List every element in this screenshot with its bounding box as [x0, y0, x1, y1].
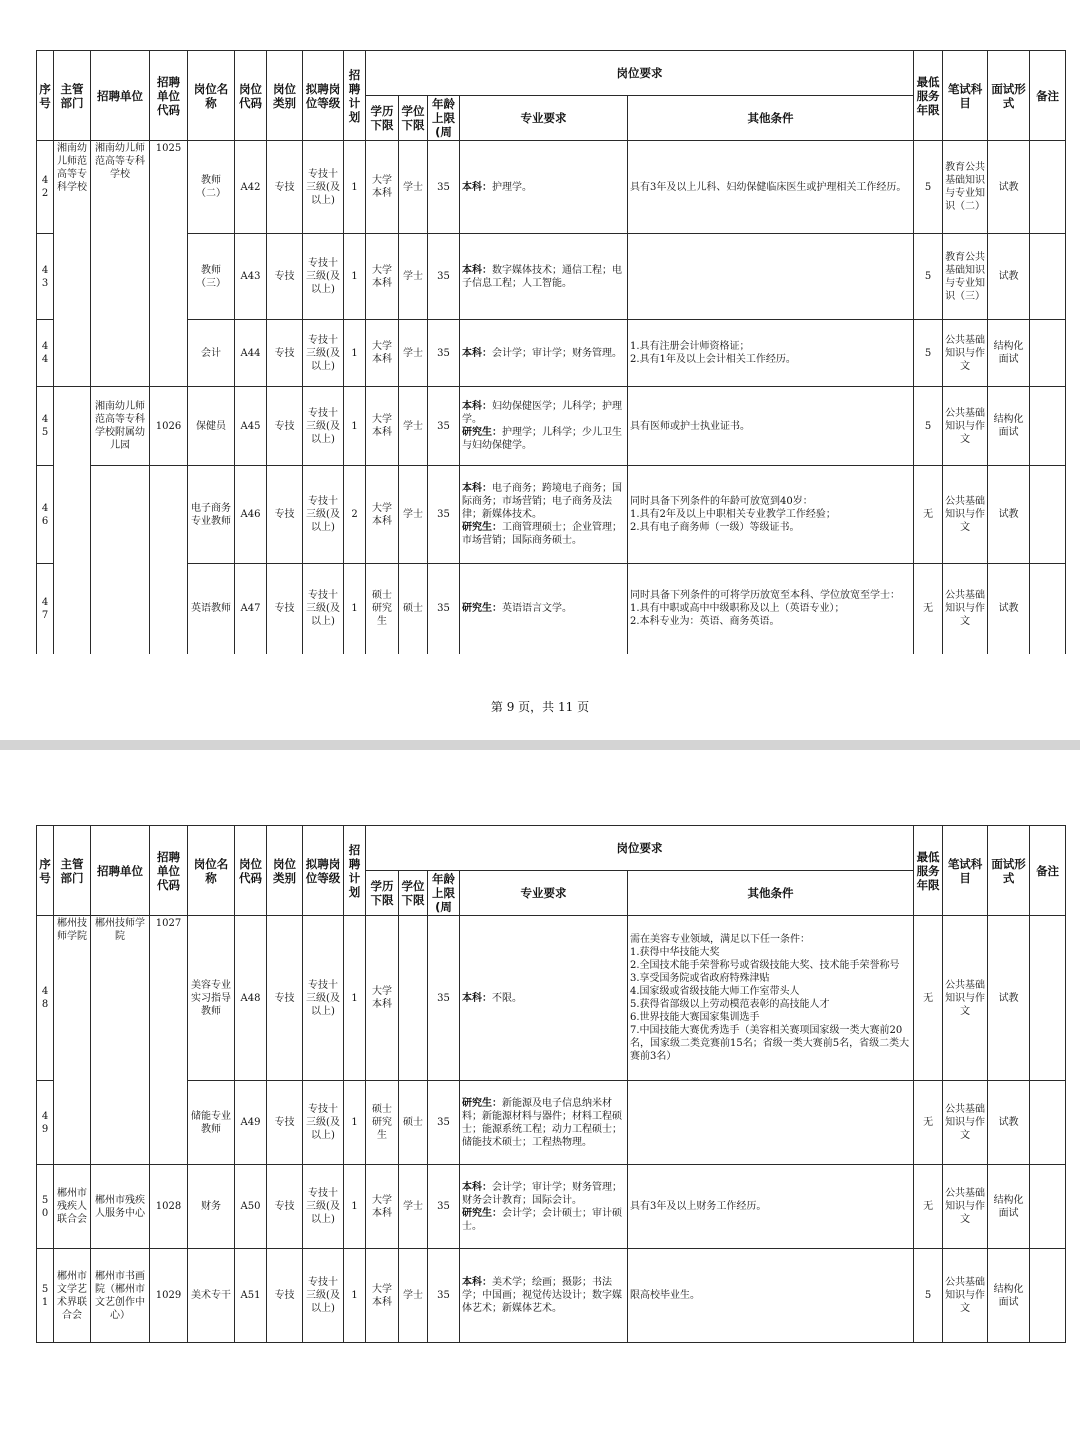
condition-line: 具有3年及以上财务工作经历。 — [630, 1201, 767, 1212]
cell-interview: 结构化面试 — [988, 1165, 1030, 1249]
cell-other — [628, 1249, 914, 1343]
cell-other — [628, 320, 914, 387]
cell-service: 5 — [914, 387, 943, 466]
cell-remark — [1030, 916, 1066, 1081]
cell-degree: 学士 — [399, 234, 428, 320]
cell-degree: 学士 — [399, 320, 428, 387]
condition-line: 具有3年及以上儿科、妇幼保健临床医生或护理相关工作经历。 — [630, 181, 907, 193]
cell-degree: 硕士 — [399, 1081, 428, 1165]
header-major: 专业要求 — [460, 871, 628, 916]
cell-dept: 郴州市残疾人联合会 — [54, 1165, 91, 1249]
cell-major — [460, 320, 628, 387]
major-level-label: 研究生： — [462, 1097, 502, 1109]
header-unit-code: 招聘单位代码 — [150, 826, 188, 916]
header-other: 其他条件 — [628, 871, 914, 916]
cell-written: 公共基础知识与作文 — [943, 1081, 988, 1165]
cell-degree: 学士 — [399, 387, 428, 466]
cell-interview: 结构化面试 — [988, 320, 1030, 387]
header-plan: 招聘计划 — [344, 51, 366, 141]
cell-remark — [1030, 1249, 1066, 1343]
major-list: 数字媒体技术；通信工程；电子信息工程；人工智能。 — [462, 264, 622, 289]
cell-grade: 专技十三级(及以上) — [303, 564, 344, 654]
cell-post: 会计 — [188, 320, 235, 387]
major-line — [462, 1207, 625, 1233]
major-list: 英语语言文学。 — [502, 603, 572, 615]
cell-edu: 大学本科 — [366, 1165, 399, 1249]
major-level-label: 本科： — [462, 483, 492, 494]
cell-type: 专技 — [267, 1165, 303, 1249]
cell-type: 专技 — [267, 564, 303, 654]
cell-remark — [1030, 320, 1066, 387]
condition-line: 2.全国技术能手荣誉称号或省级技能大奖、技术能手荣誉称号 — [630, 960, 900, 971]
header-degree: 学位下限 — [399, 96, 428, 141]
major-list: 新能源及电子信息纳米材料；新能源材料与器件；材料工程硕士；能源系统工程；动力工程硕士；储能技术硕士；工程热物理。 — [462, 1097, 622, 1148]
cell-other — [628, 1165, 914, 1249]
header-unit: 招聘单位 — [91, 826, 150, 916]
page-footer: 第 9 页，共 11 页 — [490, 700, 590, 714]
condition-line: 2.本科专业为：英语、商务英语。 — [630, 616, 780, 628]
cell-unit: 郴州技师学院 — [91, 916, 150, 1165]
cell-age: 35 — [428, 466, 460, 564]
cell-unit-code: 1025 — [150, 141, 188, 387]
cell-written: 公共基础知识与作文 — [943, 916, 988, 1081]
cell-dept — [54, 387, 91, 654]
cell-service: 5 — [914, 320, 943, 387]
major-level-label: 研究生： — [462, 603, 502, 615]
major-line — [462, 1276, 625, 1315]
header-post-name: 岗位名称 — [188, 826, 235, 916]
cell-grade: 专技十三级(及以上) — [303, 1165, 344, 1249]
cell-post: 电子商务专业教师 — [188, 466, 235, 564]
cell-code: A43 — [235, 234, 267, 320]
cell-remark — [1030, 387, 1066, 466]
cell-unit: 湘南幼儿师范高等专科学校附属幼儿园 — [91, 387, 150, 466]
cell-other — [628, 1081, 914, 1165]
cell-post: 美术专干 — [188, 1249, 235, 1343]
cell-written: 公共基础知识与作文 — [943, 320, 988, 387]
condition-line: 5.获得省部级以上劳动模范表彰的高技能人才 — [630, 999, 830, 1010]
header-major: 专业要求 — [460, 96, 628, 141]
cell-age: 35 — [428, 141, 460, 234]
header-service: 最低服务年限 — [914, 51, 943, 141]
cell-age: 35 — [428, 1081, 460, 1165]
table-row — [37, 466, 1066, 564]
cell-service: 无 — [914, 1165, 943, 1249]
header-age: 年龄上限(周 — [428, 871, 460, 916]
recruitment-table-page-9 — [36, 50, 1066, 654]
table-row — [37, 916, 1066, 1081]
cell-age: 35 — [428, 320, 460, 387]
header-post-code: 岗位代码 — [235, 826, 267, 916]
cell-other — [628, 564, 914, 654]
cell-post: 保健员 — [188, 387, 235, 466]
cell-edu: 大学本科 — [366, 234, 399, 320]
cell-service: 无 — [914, 564, 943, 654]
cell-unit-code — [150, 466, 188, 654]
header-interview: 面试形式 — [988, 51, 1030, 141]
condition-line: 2.具有1年及以上会计相关工作经历。 — [630, 354, 796, 365]
cell-seq: 43 — [37, 234, 54, 320]
cell-plan: 1 — [344, 1249, 366, 1343]
major-list: 工商管理硕士；企业管理；市场营销；国际商务硕士。 — [462, 522, 622, 546]
page-10 — [0, 750, 1080, 1435]
major-level-label: 研究生： — [462, 427, 502, 438]
cell-interview: 试教 — [988, 916, 1030, 1081]
cell-major — [460, 1165, 628, 1249]
cell-other — [628, 141, 914, 234]
header-seq: 序号 — [37, 51, 54, 141]
recruitment-table-page-10 — [36, 825, 1066, 1343]
header-post-name: 岗位名称 — [188, 51, 235, 141]
cell-edu: 硕士研究生 — [366, 1081, 399, 1165]
cell-other — [628, 234, 914, 320]
cell-unit: 郴州市残疾人服务中心 — [91, 1165, 150, 1249]
major-level-label: 研究生： — [462, 522, 502, 533]
major-list: 会计学；审计学；财务管理。 — [492, 347, 622, 359]
cell-major — [460, 564, 628, 654]
major-level-label: 研究生： — [462, 1207, 502, 1219]
cell-degree: 学士 — [399, 466, 428, 564]
cell-age: 35 — [428, 564, 460, 654]
cell-post: 教师（三） — [188, 234, 235, 320]
cell-service: 5 — [914, 141, 943, 234]
major-level-label: 本科： — [462, 181, 492, 193]
cell-grade: 专技十三级(及以上) — [303, 1081, 344, 1165]
major-line — [462, 482, 625, 521]
cell-written: 公共基础知识与作文 — [943, 564, 988, 654]
table-row — [37, 141, 1066, 234]
header-unit: 招聘单位 — [91, 51, 150, 141]
table-row — [37, 564, 1066, 654]
cell-seq: 51 — [37, 1249, 54, 1343]
cell-interview: 试教 — [988, 564, 1030, 654]
cell-grade: 专技十三级(及以上) — [303, 466, 344, 564]
table-row — [37, 1165, 1066, 1249]
header-plan: 招聘计划 — [344, 826, 366, 916]
header-other: 其他条件 — [628, 96, 914, 141]
cell-post: 教师（二） — [188, 141, 235, 234]
condition-line: 3.享受国务院或省政府特殊津贴 — [630, 973, 770, 984]
cell-type: 专技 — [267, 387, 303, 466]
header-post-type: 岗位类别 — [267, 51, 303, 141]
header-post-code: 岗位代码 — [235, 51, 267, 141]
major-list: 护理学。 — [492, 181, 532, 193]
header-post-type: 岗位类别 — [267, 826, 303, 916]
condition-line: 2.具有电子商务师（一级）等级证书。 — [630, 522, 800, 533]
cell-code: A49 — [235, 1081, 267, 1165]
cell-degree: 硕士 — [399, 564, 428, 654]
major-line — [462, 347, 625, 360]
cell-dept: 郴州市文学艺术界联合会 — [54, 1249, 91, 1343]
cell-interview: 试教 — [988, 1081, 1030, 1165]
cell-edu: 大学本科 — [366, 320, 399, 387]
cell-plan: 1 — [344, 234, 366, 320]
cell-type: 专技 — [267, 320, 303, 387]
cell-major — [460, 387, 628, 466]
header-service: 最低服务年限 — [914, 826, 943, 916]
cell-written: 教育公共基础知识与专业知识（二） — [943, 141, 988, 234]
cell-interview: 结构化面试 — [988, 1249, 1030, 1343]
cell-remark — [1030, 564, 1066, 654]
cell-code: A45 — [235, 387, 267, 466]
cell-service: 无 — [914, 1081, 943, 1165]
cell-edu: 大学本科 — [366, 1249, 399, 1343]
cell-major — [460, 1081, 628, 1165]
major-list: 会计学；会计硕士；审计硕士。 — [462, 1207, 622, 1232]
cell-dept: 湘南幼儿师范高等专科学校 — [54, 141, 91, 387]
page-separator — [0, 740, 1080, 750]
cell-plan: 1 — [344, 564, 366, 654]
cell-other — [628, 387, 914, 466]
condition-line: 1.具有注册会计师资格证； — [630, 341, 750, 352]
cell-type: 专技 — [267, 1249, 303, 1343]
cell-code: A47 — [235, 564, 267, 654]
major-list: 美术学；绘画；摄影；书法学；中国画；视觉传达设计；数字媒体艺术；新媒体艺术。 — [462, 1277, 622, 1314]
cell-age: 35 — [428, 1165, 460, 1249]
header-age: 年龄上限(周 — [428, 96, 460, 141]
cell-plan: 2 — [344, 466, 366, 564]
major-line — [462, 400, 625, 426]
cell-degree — [399, 916, 428, 1081]
major-level-label: 本科： — [462, 992, 492, 1004]
cell-grade: 专技十三级(及以上) — [303, 387, 344, 466]
cell-seq: 47 — [37, 564, 54, 654]
header-requirements: 岗位要求 — [366, 826, 914, 871]
cell-remark — [1030, 234, 1066, 320]
header-seq: 序号 — [37, 826, 54, 916]
cell-seq: 50 — [37, 1165, 54, 1249]
cell-unit-code: 1029 — [150, 1249, 188, 1343]
cell-degree: 学士 — [399, 1249, 428, 1343]
header-dept: 主管部门 — [54, 826, 91, 916]
cell-service: 无 — [914, 916, 943, 1081]
cell-edu: 大学本科 — [366, 916, 399, 1081]
cell-plan: 1 — [344, 1081, 366, 1165]
cell-dept: 郴州技师学院 — [54, 916, 91, 1165]
cell-remark — [1030, 1081, 1066, 1165]
major-list: 护理学；儿科学；少儿卫生与妇幼保健学。 — [462, 427, 622, 451]
cell-type: 专技 — [267, 141, 303, 234]
cell-type: 专技 — [267, 234, 303, 320]
cell-unit: 湘南幼儿师范高等专科学校 — [91, 141, 150, 387]
condition-line: 4.国家级或省级技能大师工作室带头人 — [630, 986, 800, 997]
condition-line: 同时具备下列条件的可将学历放宽至本科、学位放宽至学士： — [630, 590, 900, 602]
major-level-label: 本科： — [462, 264, 492, 276]
cell-code: A51 — [235, 1249, 267, 1343]
cell-type: 专技 — [267, 466, 303, 564]
header-grade: 拟聘岗位等级 — [303, 826, 344, 916]
cell-interview: 试教 — [988, 141, 1030, 234]
cell-written: 公共基础知识与作文 — [943, 466, 988, 564]
cell-code: A44 — [235, 320, 267, 387]
major-list: 电子商务；跨境电子商务；国际商务；市场营销；电子商务及法律；新媒体技术。 — [462, 483, 622, 520]
cell-written: 教育公共基础知识与专业知识（三） — [943, 234, 988, 320]
cell-type: 专技 — [267, 916, 303, 1081]
cell-code: A48 — [235, 916, 267, 1081]
table-row — [37, 1081, 1066, 1165]
header-dept: 主管部门 — [54, 51, 91, 141]
cell-plan: 1 — [344, 916, 366, 1081]
cell-unit-code: 1028 — [150, 1165, 188, 1249]
header-written: 笔试科目 — [943, 826, 988, 916]
header-edu: 学历下限 — [366, 96, 399, 141]
cell-remark — [1030, 141, 1066, 234]
cell-grade: 专技十三级(及以上) — [303, 141, 344, 234]
cell-unit-code: 1026 — [150, 387, 188, 466]
condition-line: 具有医师或护士执业证书。 — [630, 420, 750, 432]
table-row — [37, 387, 1066, 466]
cell-major — [460, 234, 628, 320]
cell-degree: 学士 — [399, 1165, 428, 1249]
major-level-label: 本科： — [462, 347, 492, 359]
cell-type: 专技 — [267, 1081, 303, 1165]
cell-seq: 45 — [37, 387, 54, 466]
cell-age: 35 — [428, 234, 460, 320]
cell-seq: 42 — [37, 141, 54, 234]
cell-grade: 专技十三级(及以上) — [303, 916, 344, 1081]
header-edu: 学历下限 — [366, 871, 399, 916]
major-level-label: 本科： — [462, 1181, 492, 1193]
major-level-label: 本科： — [462, 401, 492, 412]
cell-plan: 1 — [344, 320, 366, 387]
major-list: 不限。 — [492, 992, 522, 1004]
cell-unit-code: 1027 — [150, 916, 188, 1165]
cell-plan: 1 — [344, 141, 366, 234]
table-row — [37, 234, 1066, 320]
cell-interview: 试教 — [988, 234, 1030, 320]
cell-seq: 44 — [37, 320, 54, 387]
cell-major — [460, 466, 628, 564]
cell-service: 无 — [914, 466, 943, 564]
cell-major — [460, 141, 628, 234]
cell-edu: 大学本科 — [366, 387, 399, 466]
cell-edu: 硕士研究生 — [366, 564, 399, 654]
cell-code: A46 — [235, 466, 267, 564]
cell-written: 公共基础知识与作文 — [943, 387, 988, 466]
cell-age: 35 — [428, 387, 460, 466]
major-line — [462, 264, 625, 290]
cell-service: 5 — [914, 234, 943, 320]
header-written: 笔试科目 — [943, 51, 988, 141]
condition-line: 1.获得中华技能大奖 — [630, 947, 720, 958]
cell-degree: 学士 — [399, 141, 428, 234]
cell-unit: 郴州市书画院（郴州市文艺创作中心） — [91, 1249, 150, 1343]
header-interview: 面试形式 — [988, 826, 1030, 916]
cell-post: 储能专业教师 — [188, 1081, 235, 1165]
major-list: 会计学；审计学；财务管理；财务会计教育；国际会计。 — [462, 1181, 622, 1206]
cell-remark — [1030, 466, 1066, 564]
cell-interview: 试教 — [988, 466, 1030, 564]
cell-seq: 48 — [37, 916, 54, 1081]
major-level-label: 本科： — [462, 1277, 492, 1288]
cell-edu: 大学本科 — [366, 141, 399, 234]
cell-grade: 专技十三级(及以上) — [303, 1249, 344, 1343]
cell-interview: 结构化面试 — [988, 387, 1030, 466]
condition-line: 同时具备下列条件的年龄可放宽到40岁： — [630, 496, 813, 507]
cell-seq: 46 — [37, 466, 54, 564]
header-requirements: 岗位要求 — [366, 51, 914, 96]
cell-plan: 1 — [344, 387, 366, 466]
cell-other — [628, 916, 914, 1081]
major-line — [462, 521, 625, 547]
cell-post: 英语教师 — [188, 564, 235, 654]
cell-seq: 49 — [37, 1081, 54, 1165]
condition-line: 限高校毕业生。 — [630, 1290, 700, 1301]
cell-major — [460, 916, 628, 1081]
cell-remark — [1030, 1165, 1066, 1249]
header-remark: 备注 — [1030, 826, 1066, 916]
cell-major — [460, 1249, 628, 1343]
cell-age: 35 — [428, 916, 460, 1081]
major-line — [462, 1097, 625, 1149]
cell-service: 5 — [914, 1249, 943, 1343]
cell-code: A50 — [235, 1165, 267, 1249]
cell-other — [628, 466, 914, 564]
condition-line: 7.中国技能大赛优秀选手（美容相关赛项国家级一类大赛前20名，国家级二类竞赛前15名；省级一类大赛前5名，省级二类大赛前3名） — [630, 1025, 910, 1062]
cell-grade: 专技十三级(及以上) — [303, 234, 344, 320]
condition-line: 1.具有2年及以上中职相关专业教学工作经验； — [630, 509, 836, 520]
cell-plan: 1 — [344, 1165, 366, 1249]
header-unit-code: 招聘单位代码 — [150, 51, 188, 141]
major-line — [462, 992, 625, 1005]
condition-line: 6.世界技能大赛国家集训选手 — [630, 1012, 760, 1023]
cell-post: 财务 — [188, 1165, 235, 1249]
header-grade: 拟聘岗位等级 — [303, 51, 344, 141]
major-list: 妇幼保健医学；儿科学；护理学。 — [462, 401, 622, 425]
major-line — [462, 602, 625, 615]
condition-line: 1.具有中职或高中中级职称及以上（英语专业）； — [630, 603, 845, 615]
major-line — [462, 1181, 625, 1207]
header-remark: 备注 — [1030, 51, 1066, 141]
cell-edu: 大学本科 — [366, 466, 399, 564]
cell-written: 公共基础知识与作文 — [943, 1165, 988, 1249]
cell-code: A42 — [235, 141, 267, 234]
cell-written: 公共基础知识与作文 — [943, 1249, 988, 1343]
major-line — [462, 426, 625, 452]
header-degree: 学位下限 — [399, 871, 428, 916]
table-row — [37, 1249, 1066, 1343]
cell-grade: 专技十三级(及以上) — [303, 320, 344, 387]
cell-age: 35 — [428, 1249, 460, 1343]
cell-unit — [91, 466, 150, 654]
cell-post: 美容专业实习指导教师 — [188, 916, 235, 1081]
major-line — [462, 181, 625, 194]
condition-line: 需在美容专业领域，满足以下任一条件： — [630, 934, 810, 945]
table-row — [37, 320, 1066, 387]
